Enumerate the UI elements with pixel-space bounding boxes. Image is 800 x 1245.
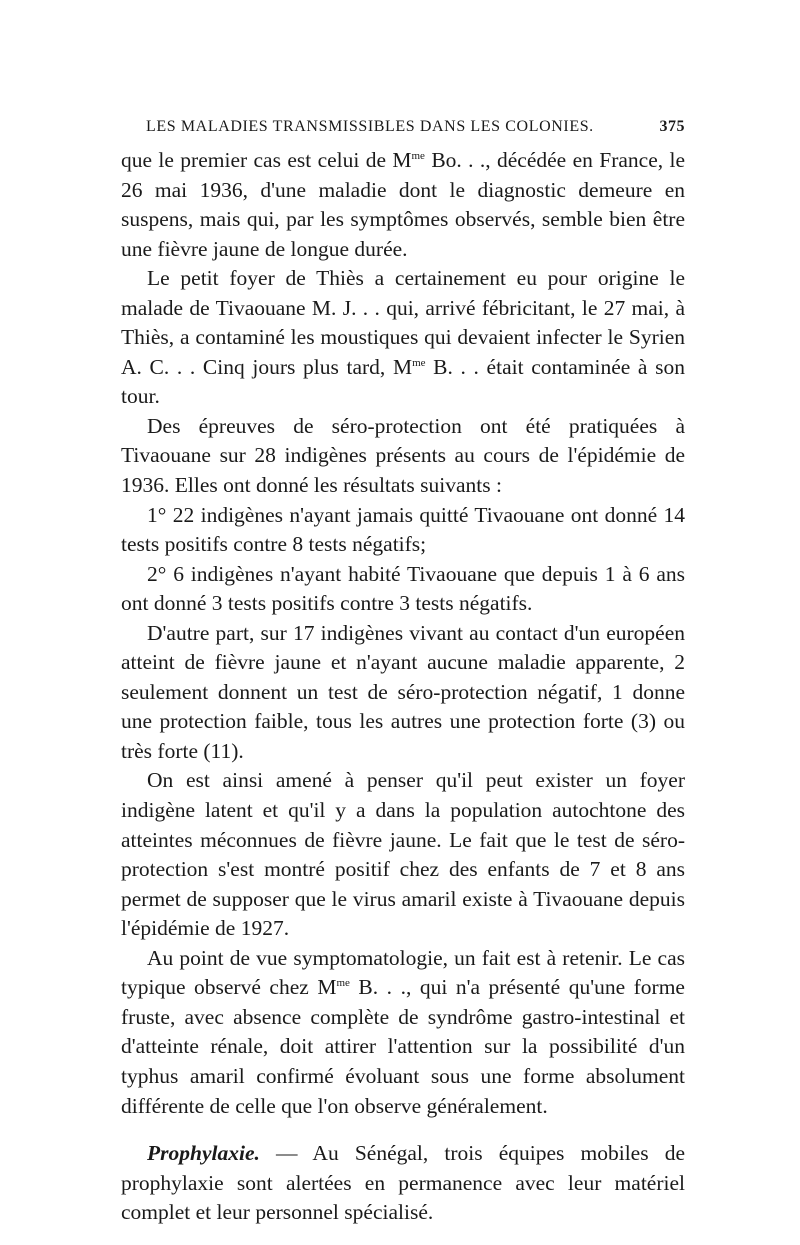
paragraph: [121, 1139, 685, 1228]
paragraph: [121, 264, 685, 412]
paragraph: [121, 412, 685, 501]
text-run: On est ainsi amené à penser qu'il peut exister un foyer indigène latent et qu'il y a dans la population autochtone des atteintes méconnues de fièvre jaune. Le fait que le test de séro-protection s'est montré positif chez des enfants de 7 et 8 ans permet de supposer que le virus amaril existe à Tivaouane depuis l'épidémie de 1927.: [121, 768, 685, 941]
text-run: Au point de vue symptomatologie, un fait est à retenir. Le cas typique observé chez M: [121, 945, 685, 1000]
paragraph: [121, 146, 685, 264]
text-run: 1° 22 indigènes n'ayant jamais quitté Tivaouane ont donné 14 tests positifs contre 8 tests négatifs;: [121, 502, 685, 557]
text-run: que le premier cas est celui de M: [121, 148, 412, 172]
page-number: 375: [659, 118, 685, 135]
text-run: Bo. . ., décédée en France, le 26 mai 1936, d'une maladie dont le diagnostic demeure en suspens, mais qui, par les symptômes observés, semble bien être une fièvre jaune de longue durée.: [121, 148, 685, 261]
text-run: — Au Sénégal, trois équipes mobiles de prophylaxie sont alertées en permanence avec leur matériel complet et leur personnel spécialisé.: [121, 1141, 685, 1225]
text-run: D'autre part, sur 17 indigènes vivant au contact d'un européen atteint de fièvre jaune et n'ayant aucune maladie apparente, 2 seulement donnent un test de séro-protection négatif, 1 donne une protection faible, tous les autres une protection forte (3) ou très forte (11).: [121, 620, 685, 763]
paragraph: [121, 944, 685, 1121]
paragraph: [121, 501, 685, 560]
text-run: Des épreuves de séro-protection ont été pratiquées à Tivaouane sur 28 indigènes présents au cours de l'épidémie de 1936. Elles ont donné les résultats suivants :: [121, 413, 685, 498]
section-heading: Prophylaxie.: [147, 1141, 260, 1166]
text-run: Le petit foyer de Thiès a certainement eu pour origine le malade de Tivaouane M. J. . . qui, arrivé fébricitant, le 27 mai, à Thiès, a contaminé les moustiques qui devaient infecter le Syrien A. C. . . Cinq jours plus tard, M: [121, 266, 685, 379]
text-run: B. . . était contaminée à son tour.: [121, 354, 685, 409]
running-title: LES MALADIES TRANSMISSIBLES DANS LES COLONIES.: [146, 118, 594, 135]
superscript: me: [412, 356, 426, 369]
text-run: B. . ., qui n'a présenté qu'une forme fruste, avec absence complète de syndrôme gastro-intestinal et d'atteinte rénale, doit attirer l'attention sur la possibilité d'un typhus amaril confirmé évoluant sous une forme absolument différente de celle que l'on observe généralement.: [121, 975, 685, 1118]
running-head: [121, 118, 685, 136]
superscript: me: [411, 150, 425, 162]
book-page: [121, 118, 685, 1228]
paragraph: [121, 619, 685, 767]
text-run: 2° 6 indigènes n'ayant habité Tivaouane que depuis 1 à 6 ans ont donné 3 tests positifs contre 3 tests négatifs.: [121, 561, 685, 616]
paragraph: [121, 560, 685, 619]
superscript: me: [336, 977, 350, 990]
paragraph: [121, 766, 685, 943]
body-text: [121, 146, 685, 1228]
